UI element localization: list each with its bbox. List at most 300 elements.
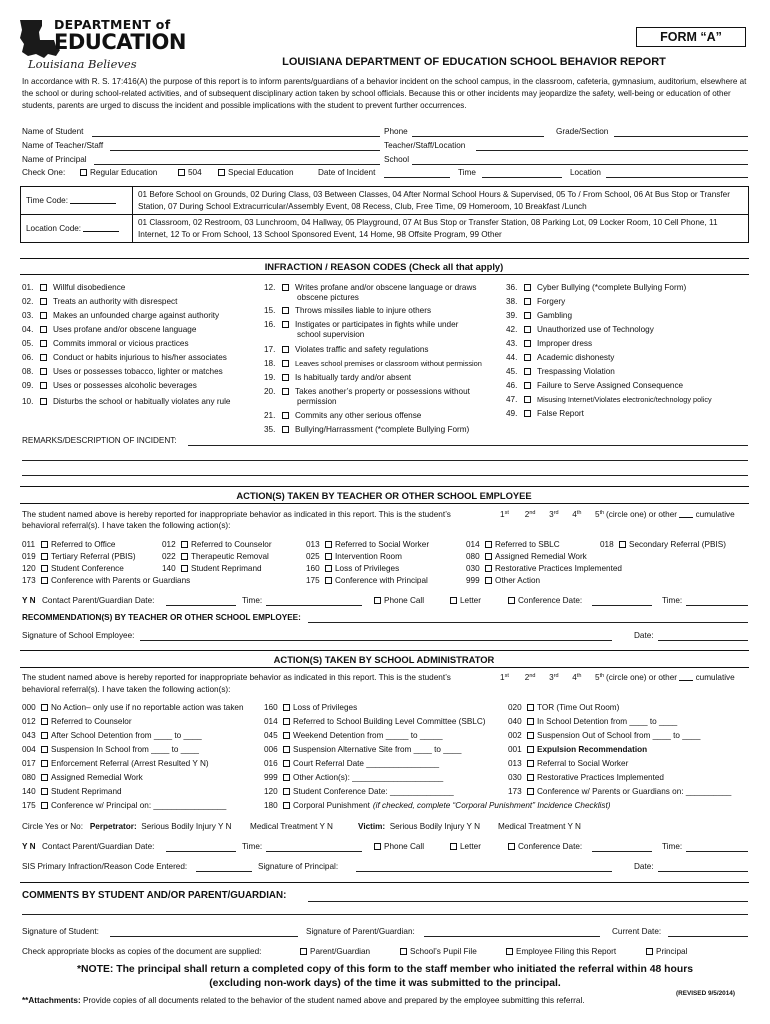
checkbox[interactable] (527, 732, 534, 739)
admin-action-item[interactable] (264, 717, 486, 727)
infraction-item[interactable] (22, 283, 125, 293)
corporal-note: (if checked, complete “Corporal Punishment” Incidence Checklist) (372, 801, 611, 810)
teacher-contact-yn[interactable]: Y N (22, 596, 36, 605)
checkbox[interactable] (485, 553, 492, 560)
principal-name-label: Name of Principal (22, 155, 87, 164)
action-label: Referred to Social Worker (335, 540, 430, 549)
teacher-action-item[interactable] (22, 552, 136, 562)
section-divider (20, 274, 749, 275)
victim-sbi[interactable]: Serious Bodily Injury Y N (389, 822, 480, 831)
checkbox[interactable] (40, 354, 47, 361)
remarks-label: REMARKS/DESCRIPTION OF INCIDENT: (22, 436, 177, 445)
location-code-label: Location Code: (26, 223, 82, 233)
infraction-item[interactable] (264, 345, 429, 355)
checkbox[interactable] (282, 360, 289, 367)
checkbox[interactable] (282, 388, 289, 395)
infraction-item[interactable] (264, 320, 458, 340)
checkbox[interactable] (646, 948, 653, 955)
admin-action-item[interactable] (22, 703, 244, 713)
checkbox[interactable] (41, 704, 48, 711)
checkbox[interactable] (282, 412, 289, 419)
action-code: 120 (264, 787, 278, 796)
admin-action-item[interactable] (508, 717, 677, 727)
admin-action-item[interactable] (264, 787, 454, 797)
checkbox[interactable] (527, 774, 534, 781)
checkbox[interactable] (325, 553, 332, 560)
checkbox[interactable] (524, 368, 531, 375)
admin-action-item[interactable] (22, 801, 226, 811)
school-label: School (384, 155, 410, 164)
admin-action-item[interactable] (22, 717, 132, 727)
action-label: Student Conference (51, 564, 124, 573)
checkbox[interactable] (40, 312, 47, 319)
teacher-action-item[interactable] (22, 576, 190, 586)
checkbox[interactable] (41, 577, 48, 584)
checkbox[interactable] (283, 746, 290, 753)
infraction-code: 19. (264, 373, 276, 382)
action-code: 160 (264, 703, 278, 712)
perpetrator-sbi[interactable]: Serious Bodily Injury Y N (141, 822, 232, 831)
checkbox[interactable] (527, 718, 534, 725)
admin-action-item[interactable] (508, 759, 628, 769)
time-code-label: Time Code: (26, 195, 69, 205)
checkbox[interactable] (508, 843, 515, 850)
checkbox[interactable] (40, 382, 47, 389)
checkbox[interactable] (283, 774, 290, 781)
infraction-code: 45. (506, 367, 518, 376)
teacher-letter[interactable]: Letter (450, 596, 481, 606)
checkbox[interactable] (450, 597, 457, 604)
infraction-label: Commits any other serious offense (295, 411, 422, 420)
infraction-title: INFRACTION / REASON CODES (Check all that apply) (264, 261, 504, 272)
checkbox[interactable] (485, 565, 492, 572)
time-code-cell[interactable] (21, 187, 133, 215)
checkbox[interactable] (283, 802, 290, 809)
admin-action-item[interactable] (508, 773, 664, 783)
admin-contact-date-input[interactable] (166, 851, 236, 852)
admin-letter[interactable]: Letter (450, 842, 481, 852)
admin-phone-call[interactable]: Phone Call (374, 842, 424, 852)
action-label: Referred to SBLC (495, 540, 560, 549)
checkbox[interactable] (40, 298, 47, 305)
admin-action-item[interactable] (22, 745, 199, 755)
checkbox[interactable] (41, 732, 48, 739)
infraction-item[interactable] (22, 325, 196, 335)
copy-principal-option[interactable]: Principal (646, 947, 687, 957)
checkbox[interactable] (508, 597, 515, 604)
time-input[interactable] (482, 177, 562, 178)
teacher-action-item[interactable] (466, 540, 560, 550)
checkbox[interactable] (524, 354, 531, 361)
incident-location-input[interactable] (606, 177, 748, 178)
infraction-code: 38. (506, 297, 518, 306)
grade-input[interactable] (614, 136, 748, 137)
action-code: 014 (264, 717, 278, 726)
admin-date-input[interactable] (658, 871, 748, 872)
infraction-code: 46. (506, 381, 518, 390)
admin-time-label: Time: (242, 842, 263, 851)
checkbox[interactable] (374, 843, 381, 850)
teacher-name-input[interactable] (110, 150, 380, 151)
infraction-item[interactable] (264, 425, 469, 435)
teacher-action-item[interactable] (22, 564, 124, 574)
recommendation-input[interactable] (308, 622, 748, 623)
infraction-item[interactable] (506, 353, 614, 363)
infraction-item[interactable] (22, 297, 177, 307)
time-label: Time (458, 168, 476, 177)
action-label: Suspension Alternative Site from ____ to ____ (293, 745, 462, 754)
copy-file-option[interactable]: School’s Pupil File (400, 947, 477, 957)
teacher-statement-1: The student named above is hereby reported for inappropriate behavior as indicated in this report. This is the student’s (22, 510, 451, 519)
admin-statement-2: behavioral referral(s). I have taken the following action(s): (22, 685, 231, 694)
action-label: Student Reprimand (191, 564, 262, 573)
action-label: Other Action (495, 576, 541, 585)
checkbox[interactable] (524, 284, 531, 291)
school-input[interactable] (412, 164, 748, 165)
action-code: 025 (306, 552, 320, 561)
teacher-action-item[interactable] (466, 564, 622, 574)
infraction-label-cont: permission (297, 396, 337, 406)
infraction-item[interactable] (264, 306, 431, 316)
checkbox[interactable] (80, 169, 87, 176)
admin-action-item[interactable] (264, 745, 461, 755)
action-label: Suspension In School from ____ to ____ (51, 745, 199, 754)
checkbox[interactable] (41, 541, 48, 548)
parent-signature-label: Signature of Parent/Guardian: (306, 927, 415, 936)
infraction-label: Conduct or habits injurious to his/her associates (53, 353, 227, 362)
principal-name-input[interactable] (94, 164, 380, 165)
student-name-input[interactable] (92, 136, 380, 137)
infraction-code: 04. (22, 325, 34, 334)
action-label: Intervention Room (335, 552, 402, 561)
admin-time-input[interactable] (266, 851, 362, 852)
checkbox[interactable] (178, 169, 185, 176)
teacher-action-item[interactable] (162, 564, 262, 574)
teacher-action-item[interactable] (162, 540, 272, 550)
infraction-label: Takes another’s property or possessions without (295, 387, 470, 396)
admin-contact-yn[interactable]: Y N (22, 842, 36, 851)
infraction-item[interactable] (22, 367, 223, 377)
infraction-label-cont: school supervision (297, 329, 365, 339)
action-code: 011 (22, 540, 36, 549)
infraction-item[interactable] (506, 325, 654, 335)
checkbox[interactable] (524, 312, 531, 319)
infraction-item[interactable] (264, 283, 476, 303)
infraction-code: 16. (264, 320, 276, 329)
checkbox[interactable] (282, 374, 289, 381)
infraction-item[interactable] (506, 367, 615, 377)
remarks-input-line-3[interactable] (22, 475, 748, 476)
principal-signature-input[interactable] (356, 871, 612, 872)
regular-education-option[interactable]: Regular Education (80, 168, 157, 178)
checkbox[interactable] (485, 577, 492, 584)
action-label: Restorative Practices Implemented (495, 564, 622, 573)
infraction-item[interactable] (22, 381, 197, 391)
infraction-label: Disturbs the school or habitually violates any rule (53, 397, 231, 406)
infraction-item[interactable] (22, 339, 189, 349)
infraction-item[interactable] (22, 397, 231, 407)
action-code: 019 (22, 552, 36, 561)
infraction-item[interactable] (506, 339, 592, 349)
admin-action-item[interactable] (22, 787, 122, 797)
infraction-item[interactable] (506, 311, 572, 321)
student-name-label: Name of Student (22, 127, 84, 136)
infraction-label: Commits immoral or vicious practices (53, 339, 189, 348)
sis-input[interactable] (196, 871, 252, 872)
teacher-action-item[interactable] (600, 540, 726, 550)
admin-action-item[interactable] (264, 801, 610, 811)
checkbox[interactable] (325, 565, 332, 572)
admin-conference[interactable]: Conference Date: (508, 842, 582, 852)
teacher-time2-input[interactable] (686, 605, 748, 606)
teacher-action-item[interactable] (306, 540, 429, 550)
infraction-item[interactable] (264, 359, 482, 369)
checkbox[interactable] (282, 307, 289, 314)
section-divider (20, 486, 749, 487)
teacher-action-item[interactable] (306, 576, 428, 586)
teacher-action-item[interactable] (466, 552, 587, 562)
infraction-item[interactable] (264, 411, 421, 421)
codes-table (20, 186, 749, 243)
intro-paragraph: In accordance with R. S. 17:416(A) the purpose of this report is to inform parents/guardians of a behavior incident on the school campus, in the classroom, cafeteria, gymnasium, auditorium, elsewhere at the school or during school-related activities, and of subsequent disciplinary action taken by school officials. Because this or other incidents may jeopardize the safety, well-being or education of other students, parents are urged to discuss the incident and possible implications with the student to prevent further occurrences. (22, 77, 747, 110)
date-of-incident-input[interactable] (384, 177, 450, 178)
admin-action-item[interactable] (508, 731, 700, 741)
checkbox[interactable] (527, 746, 534, 753)
remarks-input-line-2[interactable] (22, 460, 748, 461)
infraction-item[interactable] (22, 311, 219, 321)
action-code: 004 (22, 745, 36, 754)
admin-action-item[interactable] (22, 773, 143, 783)
action-label: Loss of Privileges (293, 703, 358, 712)
date-of-incident-label: Date of Incident (318, 168, 376, 177)
infraction-code: 43. (506, 339, 518, 348)
checkbox[interactable] (282, 426, 289, 433)
copies-label: Check appropriate blocks as copies of the document are supplied: (22, 947, 262, 956)
checkbox[interactable] (283, 732, 290, 739)
teacher-action-item[interactable] (306, 564, 399, 574)
checkbox[interactable] (450, 843, 457, 850)
action-code: 175 (306, 576, 320, 585)
infraction-code: 49. (506, 409, 518, 418)
infraction-code: 12. (264, 283, 276, 292)
incident-location-label: Location (570, 168, 601, 177)
location-code-cell[interactable] (21, 215, 133, 243)
checkbox[interactable] (41, 718, 48, 725)
action-code: 999 (264, 773, 278, 782)
action-code: 045 (264, 731, 278, 740)
time-code-input[interactable] (70, 196, 116, 204)
action-code: 022 (162, 552, 176, 561)
action-code: 013 (508, 759, 522, 768)
admin-conference-date-input[interactable] (592, 851, 652, 852)
checkbox[interactable] (40, 284, 47, 291)
student-name-row (22, 127, 83, 137)
infraction-code: 06. (22, 353, 34, 362)
checkbox[interactable] (527, 760, 534, 767)
infraction-label: Leaves school premises or classroom without permission (295, 359, 482, 368)
action-label: Assigned Remedial Work (495, 552, 587, 561)
infraction-label: Trespassing Violation (537, 367, 615, 376)
504-option[interactable]: 504 (178, 168, 202, 178)
other-count-input[interactable] (679, 510, 693, 518)
action-code: 017 (22, 759, 36, 768)
infraction-label: Improper dress (537, 339, 593, 348)
admin-action-item[interactable] (508, 787, 731, 797)
checkbox[interactable] (619, 541, 626, 548)
page-title: LOUISIANA DEPARTMENT OF EDUCATION SCHOOL BEHAVIOR REPORT (282, 56, 666, 68)
checkbox[interactable] (40, 326, 47, 333)
checkbox[interactable] (524, 326, 531, 333)
infraction-item[interactable] (264, 373, 411, 383)
remarks-input-line-1[interactable] (188, 445, 748, 446)
logo-line2: EDUCATION (54, 30, 186, 54)
checkbox[interactable] (283, 718, 290, 725)
infraction-item[interactable] (506, 381, 683, 391)
checkbox[interactable] (41, 565, 48, 572)
attachments-note: **Attachments: Provide copies of all documents related to the behavior of the student named above and prepared by the employee submitting this referral. (22, 996, 585, 1005)
checkbox[interactable] (527, 788, 534, 795)
checkbox[interactable] (41, 760, 48, 767)
infraction-code: 47. (506, 395, 518, 404)
checkbox[interactable] (300, 948, 307, 955)
checkbox[interactable] (325, 541, 332, 548)
checkbox[interactable] (40, 368, 47, 375)
action-code: 012 (22, 717, 36, 726)
perpetrator-medical[interactable]: Medical Treatment Y N (250, 822, 333, 831)
teacher-time2-label: Time: (662, 596, 683, 605)
checkbox[interactable] (40, 398, 47, 405)
student-signature-input[interactable] (110, 936, 298, 937)
admin-action-item[interactable] (22, 759, 209, 769)
principal-signature-label: Signature of Principal: (258, 862, 339, 871)
checkbox[interactable] (527, 704, 534, 711)
victim-medical[interactable]: Medical Treatment Y N (498, 822, 581, 831)
phone-input[interactable] (412, 136, 544, 137)
current-date-input[interactable] (668, 936, 748, 937)
other-count-input[interactable] (679, 673, 693, 681)
teacher-action-item[interactable] (22, 540, 115, 550)
admin-action-item[interactable] (508, 745, 647, 755)
location-codes-text: 01 Classroom, 02 Restroom, 03 Lunchroom, 04 Hallway, 05 Playground, 07 At Bus Stop or Transfer Station, 08 Parking Lot, 09 Locker Room, 10 Cell Phone, 11 Internet, 12 To or From School, 13 School Sponsored Event, 14 Home, 98 Offsite Program, 99 Other (133, 215, 749, 243)
checkbox[interactable] (283, 704, 290, 711)
parent-signature-input[interactable] (424, 936, 600, 937)
infraction-item[interactable] (264, 387, 470, 407)
checkbox[interactable] (41, 788, 48, 795)
checkbox[interactable] (524, 382, 531, 389)
action-label: Other Action(s): ____________________ (293, 773, 444, 782)
checkbox[interactable] (41, 553, 48, 560)
employee-signature-input[interactable] (140, 640, 612, 641)
checkbox[interactable] (41, 774, 48, 781)
checkbox[interactable] (524, 410, 531, 417)
checkbox[interactable] (282, 321, 289, 328)
copy-parent-option[interactable]: Parent/Guardian (300, 947, 370, 957)
checkbox[interactable] (41, 746, 48, 753)
section-divider (20, 503, 749, 504)
action-label: Expulsion Recommendation (537, 745, 648, 754)
checkbox[interactable] (181, 553, 188, 560)
infraction-item[interactable] (506, 283, 686, 293)
teacher-location-input[interactable] (476, 150, 748, 151)
admin-action-item[interactable] (264, 759, 439, 769)
special-education-option[interactable]: Special Education (218, 168, 294, 178)
admin-action-item[interactable] (264, 773, 443, 783)
action-label: After School Detention from ____ to ____ (51, 731, 202, 740)
admin-action-item[interactable] (508, 703, 619, 713)
teacher-action-item[interactable] (306, 552, 402, 562)
checkbox[interactable] (181, 565, 188, 572)
checkbox[interactable] (524, 396, 531, 403)
comments-input-line-2[interactable] (22, 914, 748, 915)
location-code-input[interactable] (83, 224, 119, 232)
checkbox[interactable] (524, 340, 531, 347)
checkbox[interactable] (282, 346, 289, 353)
form-label: FORM “A” (636, 27, 746, 47)
admin-time2-input[interactable] (686, 851, 748, 852)
teacher-circle-other: (circle one) or other cumulative (606, 510, 735, 519)
checkbox[interactable] (40, 340, 47, 347)
admin-action-item[interactable] (264, 703, 357, 713)
teacher-contact-date-input[interactable] (166, 605, 236, 606)
infraction-code: 42. (506, 325, 518, 334)
action-code: 001 (508, 745, 522, 754)
infraction-item[interactable] (506, 409, 584, 419)
action-code: 140 (162, 564, 176, 573)
checkbox[interactable] (282, 284, 289, 291)
infraction-label: False Report (537, 409, 584, 418)
phone-label: Phone (384, 127, 408, 136)
infraction-item[interactable] (506, 395, 712, 405)
copy-employee-option[interactable]: Employee Filing this Report (506, 947, 616, 957)
infraction-label: Treats an authority with disrespect (53, 297, 178, 306)
action-label: Referred to School Building Level Committee (SBLC) (293, 717, 486, 726)
teacher-action-item[interactable] (466, 576, 540, 586)
checkbox[interactable] (283, 760, 290, 767)
checkbox[interactable] (374, 597, 381, 604)
action-label: Student Reprimand (51, 787, 122, 796)
admin-action-item[interactable] (22, 731, 202, 741)
teacher-conference[interactable]: Conference Date: (508, 596, 582, 606)
infraction-code: 21. (264, 411, 276, 420)
teacher-time-input[interactable] (266, 605, 362, 606)
action-code: 080 (22, 773, 36, 782)
checkbox[interactable] (181, 541, 188, 548)
comments-input-line-1[interactable] (308, 901, 748, 902)
teacher-action-item[interactable] (162, 552, 269, 562)
admin-referral-ordinals[interactable]: 1st 2nd 3rd 4th 5th (500, 673, 605, 682)
employee-date-input[interactable] (658, 640, 748, 641)
checkbox[interactable] (218, 169, 225, 176)
teacher-conference-date-input[interactable] (592, 605, 652, 606)
checkbox[interactable] (325, 577, 332, 584)
admin-action-item[interactable] (264, 731, 443, 741)
infraction-code: 39. (506, 311, 518, 320)
action-code: 043 (22, 731, 36, 740)
checkbox[interactable] (400, 948, 407, 955)
checkbox[interactable] (485, 541, 492, 548)
checkbox[interactable] (41, 802, 48, 809)
infraction-item[interactable] (506, 297, 565, 307)
infraction-item[interactable] (22, 353, 227, 363)
checkbox[interactable] (506, 948, 513, 955)
checkbox[interactable] (524, 298, 531, 305)
infraction-label: Violates traffic and safety regulations (295, 345, 429, 354)
teacher-phone-call[interactable]: Phone Call (374, 596, 424, 606)
checkbox[interactable] (283, 788, 290, 795)
action-code: 012 (162, 540, 176, 549)
action-code: 175 (22, 801, 36, 810)
teacher-referral-ordinals[interactable]: 1st 2nd 3rd 4th 5th (500, 510, 605, 519)
